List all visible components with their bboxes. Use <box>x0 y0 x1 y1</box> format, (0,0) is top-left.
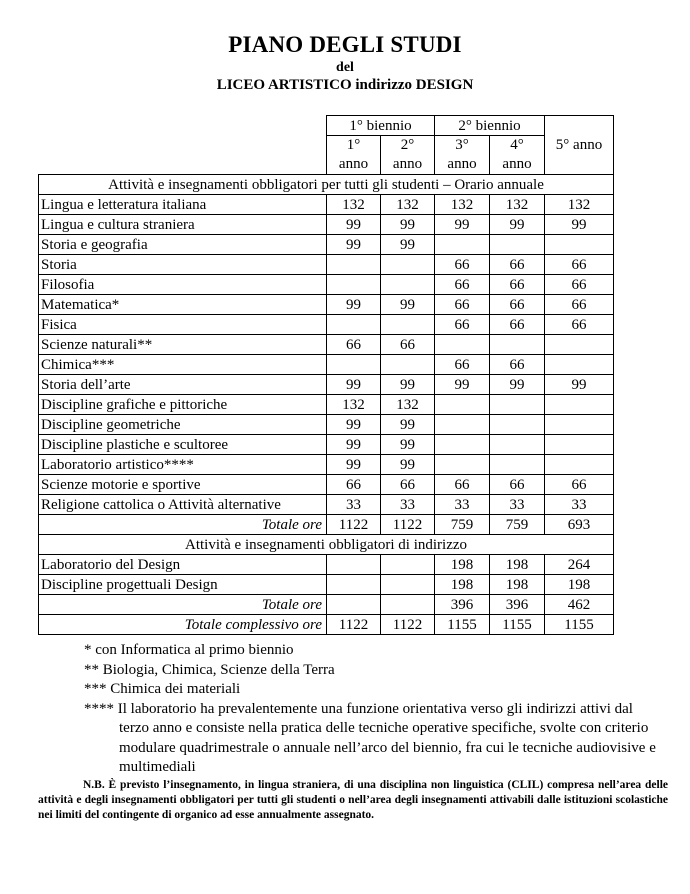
hours-cell: 99 <box>381 215 435 235</box>
table-header-row-groups <box>39 116 614 136</box>
subject-name: Fisica <box>39 315 327 335</box>
subject-name: Discipline plastiche e scultoree <box>39 435 327 455</box>
hours-cell: 66 <box>545 255 614 275</box>
hours-cell <box>490 435 545 455</box>
hours-cell <box>381 315 435 335</box>
hours-cell: 99 <box>545 375 614 395</box>
header-second-biennium: 2° biennio <box>435 116 545 136</box>
table-row <box>39 455 614 475</box>
hours-cell <box>435 415 490 435</box>
hours-cell: 99 <box>327 435 381 455</box>
hours-cell: 66 <box>490 275 545 295</box>
section-title-common: Attività e insegnamenti obbligatori per tutti gli studenti – Orario annuale <box>39 175 614 195</box>
total-hours-specialization-value: 396 <box>490 595 545 615</box>
footnote-2: ** Biologia, Chimica, Scienze della Terra <box>84 661 335 678</box>
hours-cell <box>381 275 435 295</box>
hours-cell: 198 <box>490 555 545 575</box>
hours-cell: 99 <box>381 415 435 435</box>
hours-cell <box>545 435 614 455</box>
hours-cell <box>327 575 381 595</box>
page-title: PIANO DEGLI STUDI <box>228 32 462 57</box>
hours-cell: 66 <box>545 475 614 495</box>
hours-cell: 99 <box>327 455 381 475</box>
table-row <box>39 495 614 515</box>
hours-cell: 33 <box>327 495 381 515</box>
total-hours-row <box>39 515 614 535</box>
hours-cell: 99 <box>545 215 614 235</box>
hours-cell <box>490 395 545 415</box>
table-row <box>39 475 614 495</box>
page-subtitle-del: del <box>336 60 354 75</box>
subject-name: Religione cattolica o Attività alternative <box>39 495 327 515</box>
table-row <box>39 255 614 275</box>
hours-cell: 132 <box>327 195 381 215</box>
hours-cell: 66 <box>435 295 490 315</box>
hours-cell: 33 <box>545 495 614 515</box>
hours-cell <box>435 395 490 415</box>
hours-cell <box>327 555 381 575</box>
hours-cell: 198 <box>435 575 490 595</box>
hours-cell: 132 <box>381 195 435 215</box>
hours-cell: 198 <box>435 555 490 575</box>
hours-cell: 198 <box>545 575 614 595</box>
grand-total-row <box>39 615 614 635</box>
table-row <box>39 315 614 335</box>
subject-name: Laboratorio del Design <box>39 555 327 575</box>
hours-cell: 99 <box>381 455 435 475</box>
subject-name: Storia <box>39 255 327 275</box>
footnotes <box>84 641 664 778</box>
total-hours-specialization-value <box>381 595 435 615</box>
hours-cell: 66 <box>327 475 381 495</box>
hours-cell: 99 <box>381 235 435 255</box>
total-hours-specialization-label: Totale ore <box>39 595 327 615</box>
total-hours-value: 1122 <box>381 515 435 535</box>
grand-total-value: 1122 <box>327 615 381 635</box>
hours-cell: 99 <box>435 375 490 395</box>
table-row <box>39 275 614 295</box>
subject-name: Storia dell’arte <box>39 375 327 395</box>
hours-cell <box>490 415 545 435</box>
hours-cell <box>435 335 490 355</box>
hours-cell <box>327 275 381 295</box>
table-row <box>39 395 614 415</box>
hours-cell <box>381 355 435 375</box>
header-first-biennium: 1° biennio <box>327 116 435 136</box>
table-row <box>39 435 614 455</box>
hours-cell <box>435 455 490 475</box>
subject-name: Filosofia <box>39 275 327 295</box>
subject-name: Storia e geografia <box>39 235 327 255</box>
hours-cell <box>545 355 614 375</box>
total-hours-value: 759 <box>490 515 545 535</box>
footnote-3: *** Chimica dei materiali <box>84 681 241 697</box>
table-row <box>39 195 614 215</box>
section-title-common-row <box>39 175 614 195</box>
page-subtitle-school: LICEO ARTISTICO indirizzo DESIGN <box>216 77 474 93</box>
hours-cell: 132 <box>435 195 490 215</box>
grand-total-label: Totale complessivo ore <box>39 615 327 635</box>
hours-cell <box>545 415 614 435</box>
table-row <box>39 555 614 575</box>
subject-name: Discipline grafiche e pittoriche <box>39 395 327 415</box>
hours-cell: 99 <box>381 435 435 455</box>
hours-cell <box>435 435 490 455</box>
hours-cell: 66 <box>381 475 435 495</box>
hours-cell: 66 <box>490 355 545 375</box>
hours-cell: 99 <box>327 215 381 235</box>
hours-cell <box>435 235 490 255</box>
hours-cell: 66 <box>435 355 490 375</box>
subject-name: Discipline geometriche <box>39 415 327 435</box>
hours-cell <box>490 455 545 475</box>
hours-cell: 66 <box>381 335 435 355</box>
table-row <box>39 235 614 255</box>
hours-cell: 132 <box>381 395 435 415</box>
hours-cell: 66 <box>490 475 545 495</box>
hours-cell: 99 <box>490 215 545 235</box>
grand-total-value: 1155 <box>435 615 490 635</box>
table-row <box>39 335 614 355</box>
header-year-4: 4° anno <box>490 136 545 175</box>
study-plan-table <box>38 115 614 635</box>
subject-name: Lingua e cultura straniera <box>39 215 327 235</box>
header-year-3: 3° anno <box>435 136 490 175</box>
hours-cell <box>545 395 614 415</box>
subject-name: Lingua e letteratura italiana <box>39 195 327 215</box>
hours-cell <box>490 235 545 255</box>
hours-cell: 264 <box>545 555 614 575</box>
hours-cell: 66 <box>327 335 381 355</box>
hours-cell: 66 <box>545 275 614 295</box>
hours-cell: 66 <box>435 255 490 275</box>
hours-cell: 33 <box>435 495 490 515</box>
hours-cell <box>327 315 381 335</box>
hours-cell <box>490 335 545 355</box>
nb-note: N.B. È previsto l’insegnamento, in lingua straniera, di una disciplina non linguistica (CLIL) compresa nell’area delle attività e degli insegnamenti obbligatori per tutti gli studenti o nell’area degli insegnamenti attivabili dalle istituzioni scolastiche nei limiti del contingente di organico ad esse annualmente assegnato. <box>38 779 668 821</box>
hours-cell: 99 <box>435 215 490 235</box>
section-title-specialization-row <box>39 535 614 555</box>
table-row <box>39 355 614 375</box>
hours-cell <box>381 555 435 575</box>
total-hours-specialization-value <box>327 595 381 615</box>
total-hours-specialization-row <box>39 595 614 615</box>
hours-cell: 132 <box>327 395 381 415</box>
total-hours-specialization-value: 396 <box>435 595 490 615</box>
total-hours-value: 693 <box>545 515 614 535</box>
total-hours-value: 1122 <box>327 515 381 535</box>
table-row <box>39 415 614 435</box>
hours-cell: 66 <box>545 295 614 315</box>
table-row <box>39 215 614 235</box>
footnote-4: **** Il laboratorio ha prevalentemente una funzione orientativa verso gli indirizzi attivi dal terzo anno e consiste nella pratica delle tecniche operative specifiche, svolte con criterio modulare quadrimestrale o annuale nell’arco del biennio, fra cui le tecniche audiovisive e multimediali <box>84 700 656 775</box>
subject-name: Matematica* <box>39 295 327 315</box>
hours-cell: 198 <box>490 575 545 595</box>
subject-name: Laboratorio artistico**** <box>39 455 327 475</box>
header-fifth-year: 5° anno <box>545 116 614 175</box>
hours-cell: 99 <box>490 375 545 395</box>
total-hours-label: Totale ore <box>39 515 327 535</box>
hours-cell <box>327 355 381 375</box>
header-year-1: 1° anno <box>327 136 381 175</box>
hours-cell: 132 <box>490 195 545 215</box>
hours-cell: 66 <box>490 255 545 275</box>
table-header-row-years <box>39 136 614 175</box>
subject-name: Chimica*** <box>39 355 327 375</box>
subject-name: Discipline progettuali Design <box>39 575 327 595</box>
total-hours-value: 759 <box>435 515 490 535</box>
hours-cell <box>381 255 435 275</box>
hours-cell: 99 <box>327 415 381 435</box>
hours-cell <box>327 255 381 275</box>
grand-total-value: 1155 <box>545 615 614 635</box>
hours-cell <box>381 575 435 595</box>
hours-cell: 33 <box>490 495 545 515</box>
table-row <box>39 575 614 595</box>
hours-cell: 66 <box>490 295 545 315</box>
section-title-specialization: Attività e insegnamenti obbligatori di indirizzo <box>39 535 614 555</box>
hours-cell: 132 <box>545 195 614 215</box>
table-row <box>39 295 614 315</box>
hours-cell: 66 <box>435 315 490 335</box>
subject-name: Scienze naturali** <box>39 335 327 355</box>
hours-cell: 99 <box>327 235 381 255</box>
hours-cell: 33 <box>381 495 435 515</box>
hours-cell: 66 <box>435 475 490 495</box>
hours-cell: 66 <box>545 315 614 335</box>
hours-cell <box>545 235 614 255</box>
header-year-2: 2° anno <box>381 136 435 175</box>
hours-cell: 99 <box>381 375 435 395</box>
footnote-1: * con Informatica al primo biennio <box>84 642 294 658</box>
hours-cell <box>545 335 614 355</box>
subject-name: Scienze motorie e sportive <box>39 475 327 495</box>
grand-total-value: 1122 <box>381 615 435 635</box>
hours-cell: 99 <box>381 295 435 315</box>
table-row <box>39 375 614 395</box>
hours-cell: 99 <box>327 375 381 395</box>
hours-cell: 66 <box>490 315 545 335</box>
hours-cell: 66 <box>435 275 490 295</box>
grand-total-value: 1155 <box>490 615 545 635</box>
hours-cell: 99 <box>327 295 381 315</box>
total-hours-specialization-value: 462 <box>545 595 614 615</box>
hours-cell <box>545 455 614 475</box>
